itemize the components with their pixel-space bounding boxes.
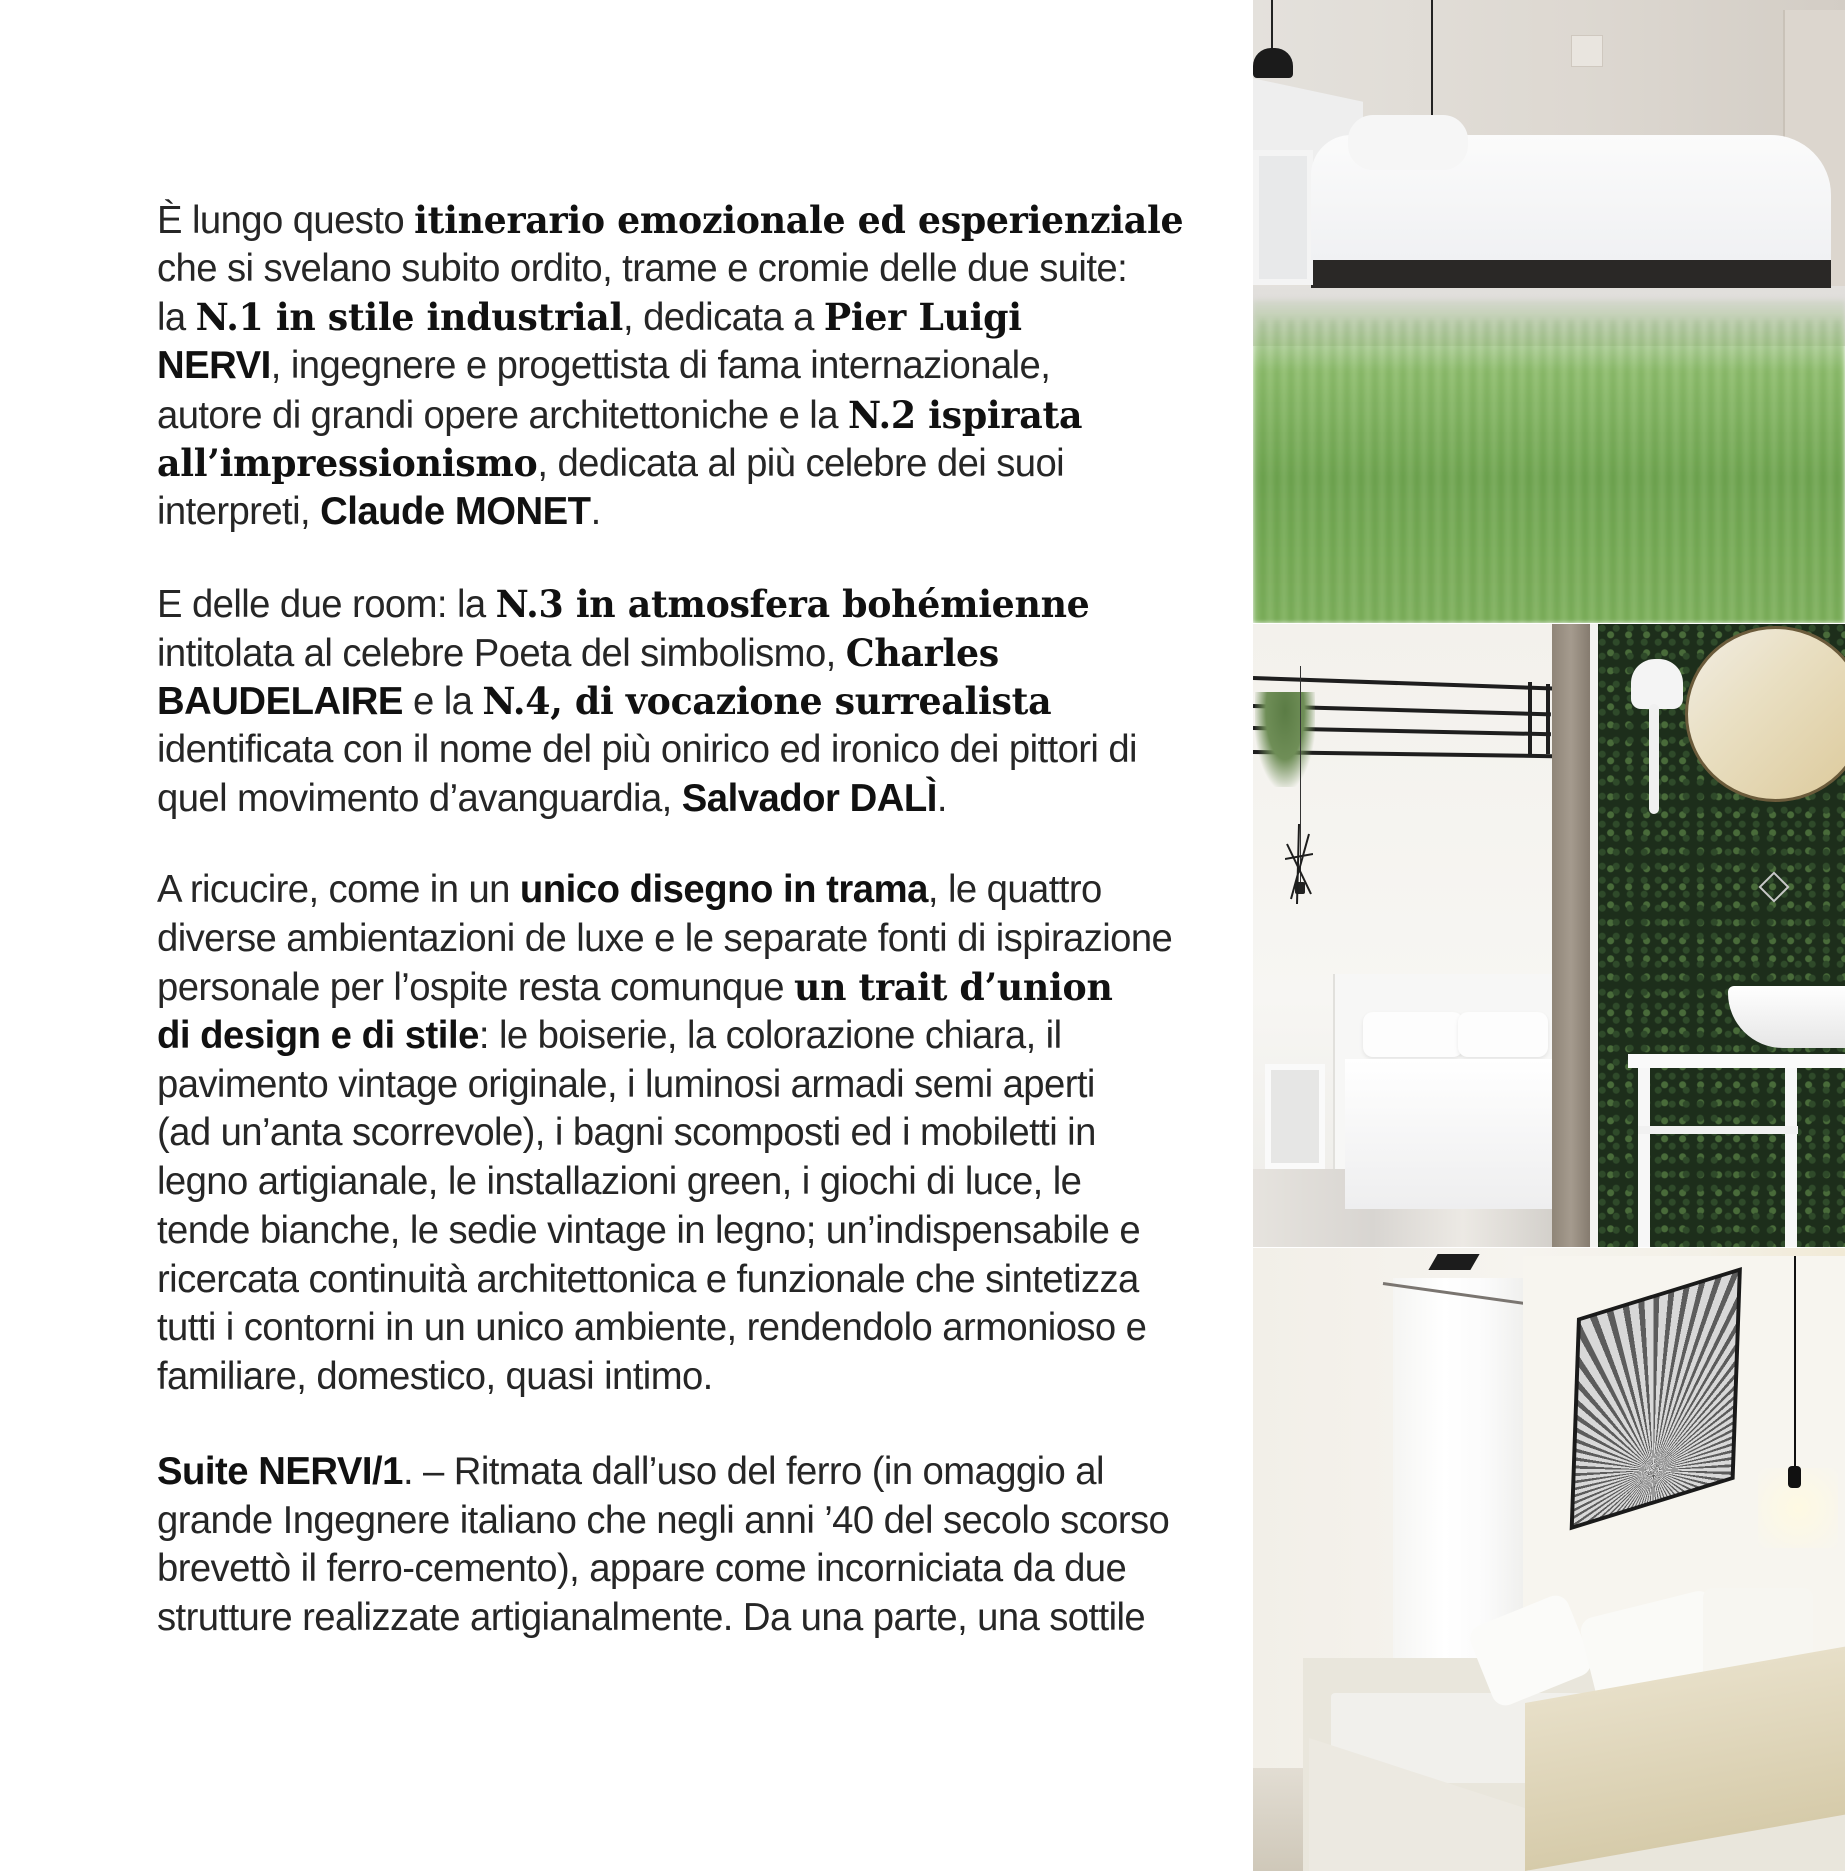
hair-dryer-icon <box>1631 659 1683 709</box>
text-line <box>157 196 1197 245</box>
text-line <box>157 1061 1197 1110</box>
text-line <box>157 915 1197 964</box>
bold-text: Charles <box>845 630 999 675</box>
paragraph-design-continuity <box>157 866 1217 1402</box>
body-text: (ad un’anta scorrevole), i bagni scomposti ed i mobiletti in <box>157 1111 1096 1155</box>
paragraph-suite-nervi <box>157 1448 1217 1643</box>
text-line <box>157 245 1197 294</box>
body-text: . – Ritmata dall’uso del ferro (in omaggio al <box>402 1450 1104 1493</box>
bold-text: di design e di stile <box>157 1014 479 1058</box>
text-line <box>157 1497 1197 1546</box>
text-line <box>157 391 1197 440</box>
body-text: E delle due room: la <box>157 583 496 626</box>
bold-text: NERVI <box>157 344 271 388</box>
body-text: pavimento vintage originale, i luminosi armadi semi aperti <box>157 1062 1095 1106</box>
pendant-bulb-icon <box>1788 1466 1801 1488</box>
text-line <box>157 1545 1197 1594</box>
body-text: brevettò il ferro-cemento), appare come incorniciata da due <box>157 1547 1127 1591</box>
text-line <box>157 1207 1197 1256</box>
wire-sculpture-icon <box>1285 824 1313 904</box>
text-line <box>157 439 1197 488</box>
door-frame-shape <box>1552 624 1590 1247</box>
paragraph-rooms-intro <box>157 580 1217 823</box>
body-text: A ricucire, come in un <box>157 868 520 911</box>
body-text: , dedicata a <box>623 296 824 340</box>
paragraph-suites-intro <box>157 196 1217 537</box>
text-line <box>157 1353 1197 1402</box>
body-text: identificata con il nome del più onirico ed ironico dei pittori di <box>157 728 1137 772</box>
text-line <box>157 775 1197 824</box>
text-line <box>157 629 1197 678</box>
text-line <box>157 1109 1197 1158</box>
body-text: e la <box>402 680 483 724</box>
text-line <box>157 1304 1197 1353</box>
hanging-plant-shape <box>1255 692 1315 787</box>
body-text: che si svelano subito ordito, trame e cromie delle due suite: <box>157 246 1128 290</box>
bold-text: itinerario emozionale ed esperienziale <box>414 198 1184 242</box>
body-text: intitolata al celebre Poeta del simbolismo, <box>157 631 846 675</box>
bold-text: Suite NERVI/1 <box>157 1450 403 1493</box>
text-line <box>157 1594 1197 1643</box>
text-line <box>157 488 1197 537</box>
body-text: la <box>157 296 196 340</box>
text-line <box>157 1012 1197 1061</box>
text-line <box>157 580 1197 629</box>
bold-text: N.1 in stile industrial <box>195 295 624 340</box>
bold-text: N.4, di vocazione surrealista <box>482 679 1052 724</box>
body-text: diverse ambientazioni de luxe e le separate fonti di ispirazione <box>157 916 1173 960</box>
body-text: : le boiserie, la colorazione chiara, il <box>478 1014 1062 1058</box>
body-text: familiare, domestico, quasi intimo. <box>157 1354 713 1398</box>
body-text: grande Ingegnere italiano che negli anni ’40 del secolo scorso <box>157 1498 1170 1542</box>
text-line <box>157 1448 1197 1497</box>
body-text: personale per l’ospite resta comunque <box>157 966 795 1010</box>
body-text: tutti i contorni in un unico ambiente, rendendolo armonioso e <box>157 1306 1147 1350</box>
body-text: . <box>590 490 601 534</box>
body-text: ricercata continuità architettonica e funzionale che sintetizza <box>157 1257 1139 1301</box>
text-line <box>157 677 1197 726</box>
bold-text: all’impressionismo <box>157 441 538 486</box>
bold-text: N.2 ispirata <box>847 392 1083 437</box>
text-line <box>157 1158 1197 1207</box>
body-text: legno artigianale, le installazioni green, i giochi di luce, le <box>157 1160 1082 1204</box>
body-text: , le quattro <box>927 868 1102 911</box>
bold-text: unico disegno in trama <box>519 868 928 911</box>
body-text: strutture realizzate artigianalmente. Da una parte, una sottile <box>157 1596 1146 1640</box>
text-line <box>157 963 1197 1012</box>
bed-shape <box>1345 1059 1555 1209</box>
text-line <box>157 726 1197 775</box>
photo-daybed <box>1253 1248 1845 1871</box>
pendant-lamp-icon <box>1253 48 1293 78</box>
bold-text: BAUDELAIRE <box>157 680 403 724</box>
text-line <box>157 293 1197 342</box>
body-text: tende bianche, le sedie vintage in legno; un’indispensabile e <box>157 1208 1141 1252</box>
photo-column <box>1253 0 1845 1871</box>
body-text: . <box>936 776 947 820</box>
bold-text: Claude MONET <box>320 490 591 534</box>
bold-text: Pier Luigi <box>823 295 1022 340</box>
bold-text: Salvador DALÌ <box>681 776 937 820</box>
photo-bedroom-bathroom <box>1253 624 1845 1247</box>
text-line <box>157 866 1197 915</box>
bold-text: un trait d’union <box>794 965 1113 1010</box>
body-text: quel movimento d’avanguardia, <box>157 776 682 820</box>
body-text: autore di grandi opere architettoniche e la <box>157 393 848 437</box>
body-text: , dedicata al più celebre dei suoi <box>537 442 1065 486</box>
body-text: , ingegnere e progettista di fama internazionale, <box>270 344 1051 388</box>
body-text: interpreti, <box>157 490 321 534</box>
text-line <box>157 1256 1197 1305</box>
nightstand-shape <box>1253 150 1313 285</box>
bold-text: N.3 in atmosfera bohémienne <box>495 582 1090 626</box>
photo-bedroom-grass <box>1253 0 1845 623</box>
text-line <box>157 342 1197 391</box>
body-text: È lungo questo <box>157 199 415 242</box>
nightstand-shape <box>1265 1064 1325 1169</box>
